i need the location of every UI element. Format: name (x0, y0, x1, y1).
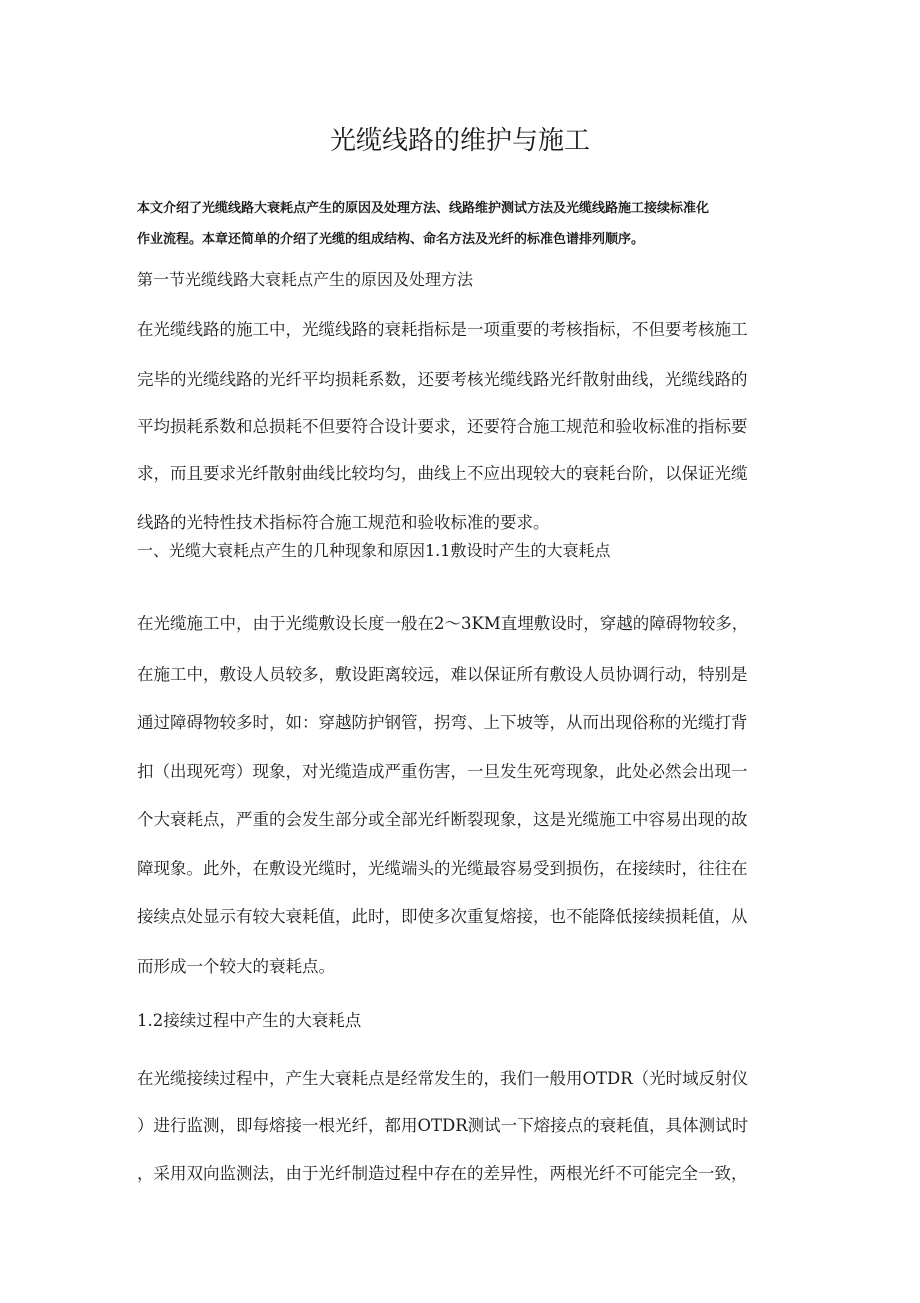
paragraph-line: 通过障碍物较多时，如：穿越防护钢管，拐弯、上下坡等，从而出现俗称的光缆打背 (137, 713, 748, 732)
subsection-heading: 1.2接续过程中产生的大衰耗点 (137, 1011, 362, 1030)
paragraph-line: ，采用双向监测法，由于光纤制造过程中存在的差异性，两根光纤不可能完全一致， (137, 1164, 748, 1183)
paragraph-line: 接续点处显示有较大衰耗值，此时，即使多次重复熔接，也不能降低接续损耗值，从 (137, 907, 748, 926)
abstract-line: 作业流程。本章还简单的介绍了光缆的组成结构、命名方法及光纤的标准色谱排列顺序。 (137, 232, 645, 247)
section-heading: 第一节光缆线路大衰耗点产生的原因及处理方法 (137, 270, 474, 289)
paragraph-line: 个大衰耗点，严重的会发生部分或全部光纤断裂现象，这是光缆施工中容易出现的故 (137, 810, 748, 829)
paragraph-line: 扣（出现死弯）现象，对光缆造成严重伤害，一旦发生死弯现象，此处必然会出现一 (137, 762, 748, 781)
paragraph-line: 在光缆接续过程中，产生大衰耗点是经常发生的，我们一般用OTDR（光时域反射仪 (137, 1069, 749, 1088)
paragraph-line: 线路的光特性技术指标符合施工规范和验收标准的要求。 (137, 513, 550, 532)
paragraph-line: 在施工中，敷设人员较多，敷设距离较远，难以保证所有敷设人员协调行动，特别是 (137, 665, 748, 684)
paragraph-line: 而形成一个较大的衰耗点。 (137, 957, 335, 976)
paragraph-line: 在光缆施工中，由于光缆敷设长度一般在2～3KM直埋敷设时，穿越的障碍物较多， (137, 614, 749, 633)
paragraph-line: 障现象。此外，在敷设光缆时，光缆端头的光缆最容易受到损伤，在接续时，往往在 (137, 859, 748, 878)
paragraph-line: 平均损耗系数和总损耗不但要符合设计要求，还要符合施工规范和验收标准的指标要 (137, 417, 748, 436)
document-title: 光缆线路的维护与施工 (329, 126, 590, 156)
paragraph-line: 求，而且要求光纤散射曲线比较均匀，曲线上不应出现较大的衰耗台阶，以保证光缆 (137, 464, 748, 483)
subsection-heading: 一、光缆大衰耗点产生的几种现象和原因1.1敷设时产生的大衰耗点 (137, 541, 611, 560)
paragraph-line: ）进行监测，即每熔接一根光纤，都用OTDR测试一下熔接点的衰耗值，具体测试时 (137, 1116, 749, 1135)
abstract-line: 本文介绍了光缆线路大衰耗点产生的原因及处理方法、线路维护测试方法及光缆线路施工接续标准化 (137, 201, 710, 216)
paragraph-line: 在光缆线路的施工中，光缆线路的衰耗指标是一项重要的考核指标，不但要考核施工 (137, 320, 748, 339)
paragraph-line: 完毕的光缆线路的光纤平均损耗系数，还要考核光缆线路光纤散射曲线，光缆线路的 (137, 370, 748, 389)
